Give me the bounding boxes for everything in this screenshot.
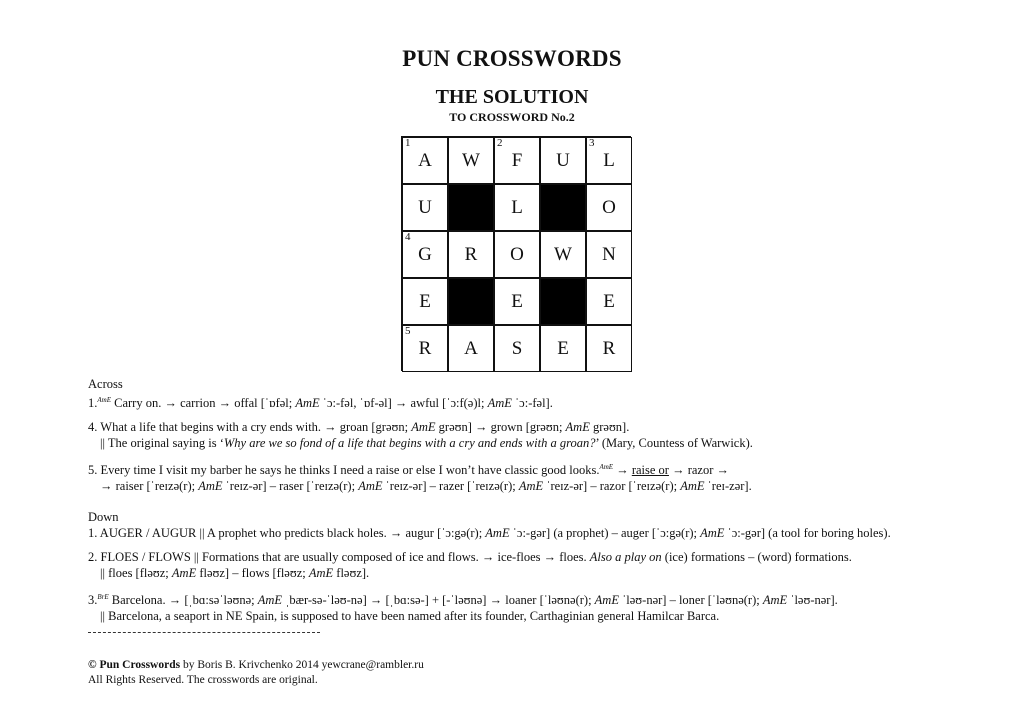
across-clue-1: 1.$^{AmE}$ Carry on. → carrion → offal [ˈɒfəl; AmE ˈɔ:-fəl, ˈɒf-əl] → awful [ˈɔ:f(ə)l; AmE ˈɔ:-fəl].	[88, 396, 553, 411]
clues-section	[88, 376, 988, 624]
grid-cell	[448, 137, 494, 184]
grid-cell-black	[448, 278, 494, 325]
grid-cell	[494, 137, 540, 184]
grid-cell-black	[448, 184, 494, 231]
cell-letter: S	[511, 337, 523, 359]
cell-number: 3	[589, 137, 595, 149]
crossword-grid	[401, 136, 631, 371]
cell-number: 1	[405, 137, 411, 149]
grid-cell	[586, 278, 632, 325]
grid-cell	[448, 231, 494, 278]
cell-letter: E	[419, 290, 431, 312]
grid-cell	[494, 184, 540, 231]
cell-letter: L	[511, 196, 523, 218]
grid-cell-black	[540, 278, 586, 325]
cell-number: 2	[497, 137, 503, 149]
footer-copyright: © Pun Crosswords by Boris B. Krivchenko 2014 yewcrane@rambler.ru	[88, 659, 424, 671]
cell-letter: O	[602, 196, 616, 218]
cell-letter: U	[418, 196, 432, 218]
grid-cell	[540, 231, 586, 278]
down-clue-2-line2: || floes [fləʊz; AmE fləʊz] – flows [fləʊz; AmE fləʊz].	[100, 566, 370, 581]
grid-cell	[586, 325, 632, 372]
cell-letter: N	[602, 243, 616, 265]
cell-letter: R	[418, 337, 432, 359]
grid-cell	[494, 325, 540, 372]
grid-cell	[586, 184, 632, 231]
cell-letter: W	[462, 149, 480, 171]
cell-number: 5	[405, 325, 411, 337]
grid-cell	[540, 325, 586, 372]
cell-letter: O	[510, 243, 524, 265]
grid-cell	[540, 137, 586, 184]
grid-cell	[402, 184, 448, 231]
cell-letter: E	[511, 290, 523, 312]
down-clue-3: 3.$^{BrE}$ Barcelona. → [ˌbɑ:səˈləʊnə; AmE ˌbær-sə-ˈləʊ-nə] → [ˌbɑ:sə-] + [-ˈləʊnə] → loaner [ˈləʊnə(r); AmE ˈləʊ-nər] – loner [ˈləʊnə(r); AmE ˈləʊ-nər].	[88, 593, 838, 608]
page-subtitle: THE SOLUTION	[435, 86, 589, 108]
grid-cell-black	[540, 184, 586, 231]
grid-cell	[402, 231, 448, 278]
down-heading: Down	[88, 510, 119, 525]
down-clue-1: 1. AUGER / AUGUR || A prophet who predicts black holes. → augur [ˈɔ:gə(r); AmE ˈɔ:-gər] (a prophet) – auger [ˈɔ:gə(r); AmE ˈɔ:-gər] (a tool for boring holes).	[88, 526, 891, 541]
grid-cell	[494, 231, 540, 278]
cell-letter: L	[603, 149, 615, 171]
footer-rights: All Rights Reserved. The crosswords are original.	[88, 674, 318, 686]
cell-number: 4	[405, 231, 411, 243]
down-clue-2: 2. FLOES / FLOWS || Formations that are usually composed of ice and flows. → ice-floes → floes. Also a play on (ice) formations – (word) formations.	[88, 550, 852, 565]
page-subtitle-2: TO CROSSWORD No.2	[449, 110, 575, 124]
grid-cell	[586, 231, 632, 278]
grid-cell	[494, 278, 540, 325]
across-clue-4: 4. What a life that begins with a cry ends with. → groan [grəʊn; AmE grəʊn] → grown [grəʊn; AmE grəʊn].	[88, 420, 630, 435]
cell-letter: G	[418, 243, 432, 265]
across-heading: Across	[88, 377, 123, 391]
grid-cell	[402, 137, 448, 184]
grid-cell	[402, 325, 448, 372]
cell-letter: U	[556, 149, 570, 171]
across-clue-5-line2: → raiser [ˈreɪzə(r); AmE ˈreɪz-ər] – raser [ˈreɪzə(r); AmE ˈreɪz-ər] – razer [ˈreɪzə(r); AmE ˈreɪz-ər] – razor [ˈreɪzə(r); AmE ˈreɪ-zər].	[100, 479, 752, 494]
grid-cell	[402, 278, 448, 325]
across-clue-4-note: || The original saying is ‘Why are we so fond of a life that begins with a cry and ends with a groan?’ (Mary, Countess of Warwick).	[100, 436, 753, 451]
grid-cell	[448, 325, 494, 372]
cell-letter: E	[557, 337, 569, 359]
footer	[88, 658, 424, 688]
across-clue-5: 5. Every time I visit my barber he says he thinks I need a raise or else I won’t have classic good looks.$^{AmE}$ → raise or → razor →	[88, 463, 729, 478]
page-title: PUN CROSSWORDS	[402, 46, 622, 71]
cell-letter: F	[511, 149, 523, 171]
cell-letter: W	[554, 243, 572, 265]
cell-letter: R	[602, 337, 616, 359]
cell-letter: E	[603, 290, 615, 312]
down-clue-3-note: || Barcelona, a seaport in NE Spain, is supposed to have been named after its founder, Carthaginian general Hamilcar Barca.	[100, 609, 720, 624]
cell-letter: A	[464, 337, 478, 359]
divider	[88, 632, 320, 633]
grid-cell	[586, 137, 632, 184]
cell-letter: A	[418, 149, 432, 171]
cell-letter: R	[464, 243, 478, 265]
